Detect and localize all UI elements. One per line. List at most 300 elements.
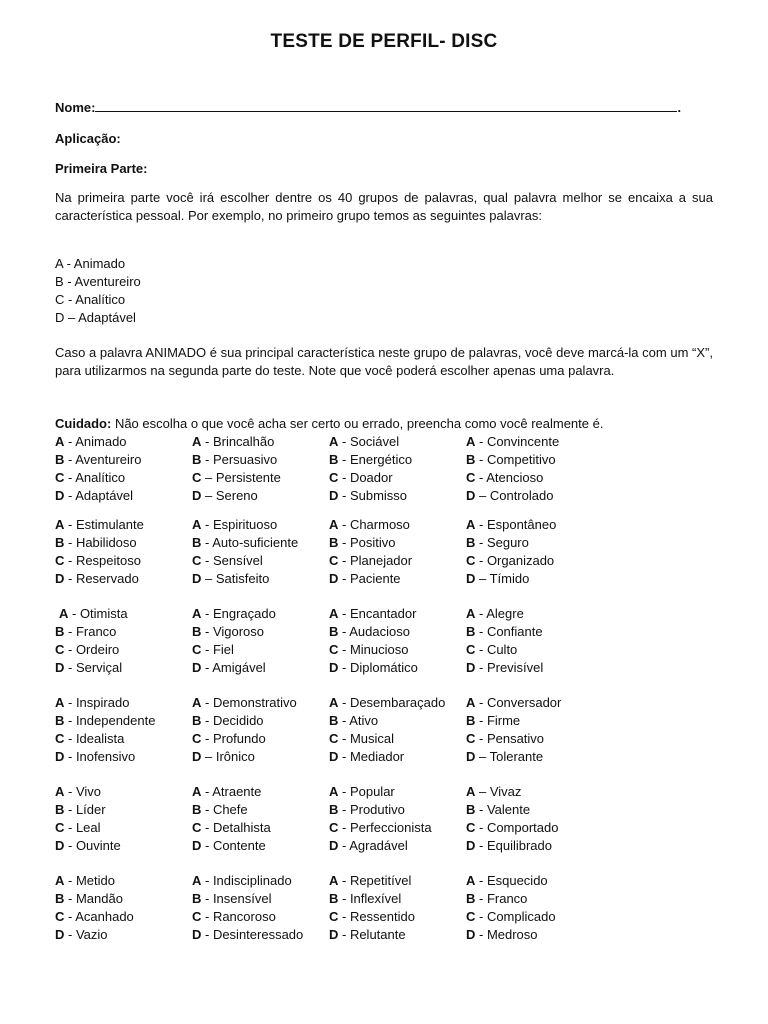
- option-word: - Paciente: [338, 571, 401, 586]
- option-word: – Persistente: [201, 470, 281, 485]
- option-letter: B: [55, 891, 65, 906]
- option-word: - Idealista: [64, 731, 125, 746]
- word-column: [466, 433, 559, 505]
- word-option: [192, 659, 276, 677]
- word-option: [466, 712, 561, 730]
- word-option: [466, 641, 543, 659]
- option-word: - Vigoroso: [201, 624, 265, 639]
- option-word: - Desinteressado: [201, 927, 304, 942]
- word-option: [55, 451, 141, 469]
- option-letter: D: [466, 927, 476, 942]
- option-word: - Adaptável: [64, 488, 134, 503]
- option-word: - Independente: [64, 713, 156, 728]
- example-item-a: A - Animado: [55, 256, 126, 271]
- word-option: [55, 872, 134, 890]
- option-word: - Chefe: [201, 802, 248, 817]
- word-option: [192, 641, 276, 659]
- option-letter: B: [466, 452, 476, 467]
- option-word: - Audacioso: [338, 624, 410, 639]
- option-word: - Rancoroso: [201, 909, 276, 924]
- word-option: [55, 516, 144, 534]
- option-letter: A: [329, 873, 339, 888]
- option-word: - Engraçado: [201, 606, 276, 621]
- word-option: [466, 748, 561, 766]
- option-letter: A: [192, 517, 202, 532]
- option-word: - Pensativo: [475, 731, 545, 746]
- option-letter: D: [329, 927, 339, 942]
- option-letter: D: [192, 838, 202, 853]
- word-option: [192, 890, 303, 908]
- word-option: [329, 433, 412, 451]
- example-item-b: B - Aventureiro: [55, 274, 141, 289]
- option-word: - Persuasivo: [201, 452, 278, 467]
- option-word: - Sensível: [201, 553, 263, 568]
- word-option: [466, 694, 561, 712]
- word-column: [55, 605, 128, 677]
- option-word: - Fiel: [201, 642, 234, 657]
- option-letter: D: [329, 749, 339, 764]
- word-option: [329, 552, 412, 570]
- option-letter: A: [466, 606, 476, 621]
- word-option: [55, 837, 121, 855]
- option-letter: B: [466, 802, 476, 817]
- option-word: - Leal: [64, 820, 101, 835]
- option-word: - Relutante: [338, 927, 406, 942]
- option-letter: D: [192, 749, 202, 764]
- option-letter: B: [55, 452, 65, 467]
- word-option: [329, 908, 415, 926]
- option-word: - Convincente: [475, 434, 560, 449]
- word-option: [466, 433, 559, 451]
- option-letter: C: [329, 909, 339, 924]
- word-option: [192, 694, 297, 712]
- word-option: [466, 623, 543, 641]
- word-option: [192, 872, 303, 890]
- option-letter: C: [329, 731, 339, 746]
- word-option: [55, 433, 141, 451]
- word-column: [329, 605, 418, 677]
- option-letter: C: [192, 642, 202, 657]
- option-letter: A: [466, 517, 476, 532]
- word-column: [329, 694, 445, 766]
- option-word: - Ativo: [338, 713, 379, 728]
- option-word: - Inflexível: [338, 891, 402, 906]
- option-word: - Encantador: [338, 606, 417, 621]
- option-letter: D: [466, 749, 476, 764]
- word-column: [192, 433, 281, 505]
- option-letter: C: [329, 820, 339, 835]
- word-option: [466, 516, 556, 534]
- option-letter: C: [466, 642, 476, 657]
- option-word: - Ordeiro: [64, 642, 120, 657]
- word-option: [466, 534, 556, 552]
- word-option: [55, 659, 128, 677]
- option-word: - Franco: [64, 624, 117, 639]
- word-option: [192, 552, 298, 570]
- word-option: [466, 552, 556, 570]
- option-word: - Submisso: [338, 488, 408, 503]
- word-column: [466, 783, 558, 855]
- word-option: [329, 534, 412, 552]
- word-option: [55, 730, 155, 748]
- word-option: [192, 570, 298, 588]
- option-letter: A: [466, 695, 476, 710]
- option-word: – Irônico: [201, 749, 255, 764]
- option-letter: A: [192, 434, 202, 449]
- option-word: - Inspirado: [64, 695, 130, 710]
- option-letter: C: [55, 642, 65, 657]
- option-word: - Atencioso: [475, 470, 544, 485]
- cuidado-label: Cuidado:: [55, 416, 112, 431]
- word-option: [55, 819, 121, 837]
- word-option: [329, 469, 412, 487]
- word-option: [466, 659, 543, 677]
- option-letter: B: [329, 452, 339, 467]
- word-column: [466, 516, 556, 588]
- option-word: - Perfeccionista: [338, 820, 432, 835]
- option-word: - Auto-suficiente: [201, 535, 299, 550]
- option-letter: C: [192, 731, 202, 746]
- option-letter: D: [329, 488, 339, 503]
- word-option: [466, 469, 559, 487]
- option-letter: D: [192, 660, 202, 675]
- word-option: [466, 783, 558, 801]
- option-word: - Energético: [338, 452, 413, 467]
- word-option: [192, 712, 297, 730]
- option-letter: D: [55, 749, 65, 764]
- option-letter: D: [329, 838, 339, 853]
- option-word: - Habilidoso: [64, 535, 137, 550]
- word-column: [55, 433, 141, 505]
- option-letter: B: [192, 624, 202, 639]
- word-option: [329, 641, 418, 659]
- option-word: - Sociável: [338, 434, 400, 449]
- word-option: [329, 605, 418, 623]
- word-option: [329, 926, 415, 944]
- option-letter: D: [55, 488, 65, 503]
- word-option: [55, 570, 144, 588]
- option-letter: C: [329, 642, 339, 657]
- word-option: [55, 908, 134, 926]
- option-letter: C: [192, 820, 202, 835]
- option-word: - Desembaraçado: [338, 695, 446, 710]
- option-word: - Seguro: [475, 535, 529, 550]
- option-letter: A: [192, 784, 202, 799]
- word-option: [466, 926, 556, 944]
- word-option: [329, 837, 432, 855]
- word-option: [192, 819, 271, 837]
- option-letter: B: [466, 624, 476, 639]
- word-column: [466, 605, 543, 677]
- option-word: - Ouvinte: [64, 838, 121, 853]
- word-option: [55, 469, 141, 487]
- word-option: [55, 641, 128, 659]
- option-word: - Profundo: [201, 731, 266, 746]
- option-letter: A: [55, 434, 65, 449]
- option-letter: C: [192, 470, 202, 485]
- word-column: [192, 516, 298, 588]
- word-option: [329, 570, 412, 588]
- word-option: [55, 623, 128, 641]
- option-word: - Brincalhão: [201, 434, 275, 449]
- example-item-d: D – Adaptável: [55, 310, 136, 325]
- option-letter: B: [55, 535, 65, 550]
- option-letter: A: [466, 873, 476, 888]
- option-letter: C: [329, 553, 339, 568]
- option-letter: D: [192, 927, 202, 942]
- word-option: [55, 605, 128, 623]
- word-option: [192, 534, 298, 552]
- option-letter: B: [329, 535, 339, 550]
- option-letter: B: [192, 891, 202, 906]
- aplicacao-label: Aplicação:: [55, 131, 121, 146]
- option-letter: C: [329, 470, 339, 485]
- word-column: [192, 872, 303, 944]
- option-word: - Franco: [475, 891, 528, 906]
- word-option: [466, 837, 558, 855]
- option-word: - Minucioso: [338, 642, 409, 657]
- option-letter: D: [55, 660, 65, 675]
- option-letter: B: [55, 713, 65, 728]
- word-option: [55, 890, 134, 908]
- option-letter: C: [192, 553, 202, 568]
- option-letter: D: [192, 488, 202, 503]
- word-option: [192, 451, 281, 469]
- option-letter: B: [329, 802, 339, 817]
- option-letter: A: [55, 695, 65, 710]
- option-letter: D: [55, 838, 65, 853]
- option-word: - Atraente: [201, 784, 262, 799]
- option-letter: B: [55, 624, 65, 639]
- option-word: - Confiante: [475, 624, 543, 639]
- word-column: [192, 605, 276, 677]
- cuidado-line: [55, 415, 603, 432]
- word-option: [192, 605, 276, 623]
- word-option: [192, 730, 297, 748]
- option-word: - Vivo: [64, 784, 101, 799]
- option-letter: A: [466, 784, 476, 799]
- option-word: - Respeitoso: [64, 553, 141, 568]
- word-column: [192, 694, 297, 766]
- option-word: – Tímido: [475, 571, 530, 586]
- word-option: [466, 730, 561, 748]
- option-word: - Analítico: [64, 470, 126, 485]
- option-letter: B: [466, 891, 476, 906]
- word-option: [329, 890, 415, 908]
- word-option: [55, 801, 121, 819]
- word-option: [329, 801, 432, 819]
- option-letter: D: [192, 571, 202, 586]
- word-option: [329, 712, 445, 730]
- word-option: [192, 487, 281, 505]
- word-option: [329, 451, 412, 469]
- option-letter: A: [59, 606, 69, 621]
- option-letter: B: [466, 713, 476, 728]
- option-word: - Estimulante: [64, 517, 144, 532]
- option-letter: A: [466, 434, 476, 449]
- word-column: [55, 872, 134, 944]
- word-option: [466, 908, 556, 926]
- word-column: [329, 433, 412, 505]
- option-word: - Indisciplinado: [201, 873, 292, 888]
- option-word: - Alegre: [475, 606, 524, 621]
- option-letter: B: [466, 535, 476, 550]
- option-word: - Produtivo: [338, 802, 405, 817]
- option-word: - Vazio: [64, 927, 108, 942]
- option-word: - Reservado: [64, 571, 139, 586]
- word-option: [466, 451, 559, 469]
- option-letter: B: [192, 535, 202, 550]
- option-word: - Mediador: [338, 749, 405, 764]
- word-option: [329, 783, 432, 801]
- word-option: [55, 552, 144, 570]
- option-letter: C: [55, 820, 65, 835]
- option-letter: C: [466, 820, 476, 835]
- option-word: - Doador: [338, 470, 393, 485]
- option-word: - Aventureiro: [64, 452, 142, 467]
- word-column: [55, 694, 155, 766]
- option-letter: D: [329, 571, 339, 586]
- option-letter: C: [55, 553, 65, 568]
- word-option: [329, 487, 412, 505]
- word-option: [192, 801, 271, 819]
- option-letter: D: [466, 838, 476, 853]
- option-word: - Espontâneo: [475, 517, 557, 532]
- option-letter: A: [329, 517, 339, 532]
- word-option: [55, 783, 121, 801]
- word-option: [192, 433, 281, 451]
- option-word: - Medroso: [475, 927, 538, 942]
- option-word: - Positivo: [338, 535, 396, 550]
- option-word: - Contente: [201, 838, 266, 853]
- option-word: - Previsível: [475, 660, 544, 675]
- page-title: TESTE DE PERFIL- DISC: [270, 31, 498, 52]
- option-letter: A: [55, 873, 65, 888]
- option-word: – Sereno: [201, 488, 258, 503]
- word-option: [192, 623, 276, 641]
- word-option: [192, 837, 271, 855]
- word-option: [55, 487, 141, 505]
- option-word: - Planejador: [338, 553, 413, 568]
- option-letter: D: [55, 927, 65, 942]
- option-word: - Equilibrado: [475, 838, 552, 853]
- word-option: [55, 748, 155, 766]
- word-option: [55, 534, 144, 552]
- option-word: - Charmoso: [338, 517, 410, 532]
- option-letter: C: [466, 470, 476, 485]
- option-letter: B: [55, 802, 65, 817]
- option-word: – Tolerante: [475, 749, 544, 764]
- word-option: [192, 516, 298, 534]
- word-option: [329, 872, 415, 890]
- option-letter: A: [192, 873, 202, 888]
- option-letter: C: [192, 909, 202, 924]
- word-option: [192, 908, 303, 926]
- option-word: - Agradável: [338, 838, 408, 853]
- word-option: [192, 783, 271, 801]
- option-letter: A: [192, 606, 202, 621]
- option-letter: A: [329, 606, 339, 621]
- word-column: [329, 783, 432, 855]
- option-word: - Inofensivo: [64, 749, 136, 764]
- word-option: [329, 748, 445, 766]
- option-letter: B: [192, 802, 202, 817]
- option-word: - Competitivo: [475, 452, 556, 467]
- word-column: [329, 872, 415, 944]
- nome-blank-line: [95, 99, 677, 112]
- option-letter: A: [329, 434, 339, 449]
- option-word: – Controlado: [475, 488, 554, 503]
- word-option: [329, 730, 445, 748]
- option-word: - Culto: [475, 642, 518, 657]
- nome-field-line: [55, 99, 681, 116]
- word-column: [192, 783, 271, 855]
- word-option: [192, 748, 297, 766]
- option-letter: C: [55, 909, 65, 924]
- option-letter: C: [466, 553, 476, 568]
- option-letter: D: [466, 660, 476, 675]
- option-letter: B: [329, 713, 339, 728]
- option-word: - Espirituoso: [201, 517, 278, 532]
- option-word: - Popular: [338, 784, 395, 799]
- option-word: - Amigável: [201, 660, 266, 675]
- option-word: - Insensível: [201, 891, 272, 906]
- option-word: - Musical: [338, 731, 395, 746]
- option-letter: D: [466, 488, 476, 503]
- option-word: - Animado: [64, 434, 127, 449]
- word-column: [55, 783, 121, 855]
- option-word: - Diplomático: [338, 660, 418, 675]
- option-letter: D: [466, 571, 476, 586]
- option-letter: A: [192, 695, 202, 710]
- option-word: - Comportado: [475, 820, 559, 835]
- word-option: [329, 623, 418, 641]
- option-word: - Acanhado: [64, 909, 134, 924]
- word-option: [466, 570, 556, 588]
- option-word: – Satisfeito: [201, 571, 270, 586]
- option-letter: A: [55, 784, 65, 799]
- option-word: - Demonstrativo: [201, 695, 297, 710]
- option-letter: C: [466, 731, 476, 746]
- option-word: - Metido: [64, 873, 115, 888]
- word-column: [466, 694, 561, 766]
- option-word: - Organizado: [475, 553, 555, 568]
- cuidado-text: Não escolha o que você acha ser certo ou errado, preencha como você realmente é.: [111, 416, 604, 431]
- word-option: [55, 712, 155, 730]
- option-word: - Mandão: [64, 891, 123, 906]
- word-option: [329, 516, 412, 534]
- option-letter: B: [192, 452, 202, 467]
- option-word: – Vivaz: [475, 784, 522, 799]
- option-word: - Firme: [475, 713, 521, 728]
- option-letter: A: [329, 784, 339, 799]
- word-option: [55, 694, 155, 712]
- option-word: - Líder: [64, 802, 106, 817]
- nome-label: Nome:: [55, 100, 96, 115]
- option-word: - Serviçal: [64, 660, 123, 675]
- word-option: [192, 469, 281, 487]
- primeira-parte-heading: Primeira Parte:: [55, 161, 148, 176]
- option-letter: D: [329, 660, 339, 675]
- option-letter: B: [329, 891, 339, 906]
- nome-end-period: .: [677, 100, 682, 115]
- option-word: - Esquecido: [475, 873, 548, 888]
- option-word: - Detalhista: [201, 820, 271, 835]
- intro-paragraph: Na primeira parte você irá escolher dentre os 40 grupos de palavras, qual palavra melhor se encaixa a sua característica pessoal. Por exemplo, no primeiro grupo temos as seguintes palavras:: [55, 190, 713, 223]
- example-item-c: C - Analítico: [55, 292, 126, 307]
- option-word: - Repetitível: [338, 873, 412, 888]
- option-letter: C: [466, 909, 476, 924]
